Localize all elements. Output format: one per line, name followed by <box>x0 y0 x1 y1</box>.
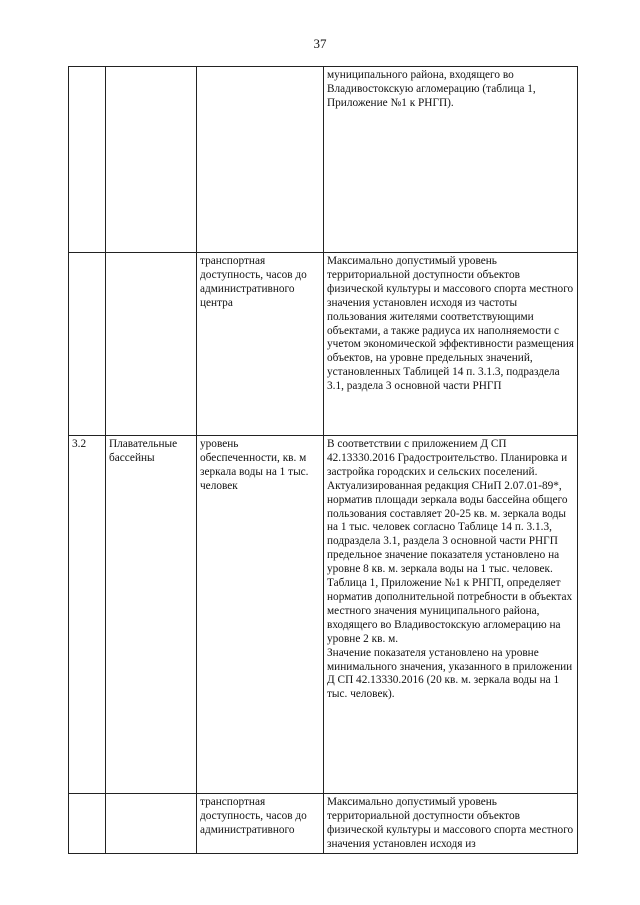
indicator-cell: транспортная доступность, часов до административного <box>197 794 324 854</box>
description-cell <box>324 794 578 854</box>
row-number-cell <box>69 67 106 253</box>
row-number-cell: 3.2 <box>69 436 106 794</box>
table-row <box>69 436 578 794</box>
row-number-cell <box>69 794 106 854</box>
facility-cell: Плавательные бассейны <box>106 436 197 794</box>
description-cell <box>324 436 578 794</box>
description-cell <box>324 253 578 436</box>
table-row <box>69 67 578 253</box>
row-number-cell <box>69 253 106 436</box>
description-paragraph: Значение показателя установлено на уровне минимального значения, указанного в приложении Д СП 42.13330.2016 (20 кв. м. зеркала воды на 1 тыс. человек). <box>327 646 573 701</box>
facility-cell <box>106 67 197 253</box>
standards-table <box>68 66 578 854</box>
page-number: 37 <box>313 36 327 51</box>
table-row <box>69 794 578 854</box>
facility-cell <box>106 794 197 854</box>
description-paragraph: Максимально допустимый уровень территориальной доступности объектов физической культуры и массового спорта местного значения установлен исходя из частоты пользования жителями соответствующими объектами, а также радиуса их наполняемости с учетом экономической эффективности размещения объектов, на уровне предельных значений, установленных Таблицей 14 п. 3.1.3, подраздела 3.1, раздела 3 основной части РНГП <box>327 255 574 393</box>
description-paragraph: В соответствии с приложением Д СП 42.13330.2016 Градостроительство. Планировка и застройка городских и сельских поселений. Актуализированная редакция СНиП 2.07.01-89*, норматив площади зеркала воды бассейна общего пользования составляет 20-25 кв. м. зеркала воды на 1 тыс. человек согласно Таблице 14 п. 3.1.3, подраздела 3.1, раздела 3 основной части РНГП предельное значение показателя установлено на уровне 8 кв. м. зеркала воды на 1 тыс. человек. Таблица 1, Приложение №1 к РНГП, определяет норматив дополнительной потребности в объектах местного значения муниципального района, входящего во Владивостокскую агломерацию на уровне 2 кв. м. <box>327 438 573 645</box>
description-paragraph: Максимально допустимый уровень территориальной доступности объектов физической культуры и массового спорта местного значения установлен исходя из <box>327 796 574 850</box>
description-paragraph: муниципального района, входящего во Владивостокскую агломерацию (таблица 1, Приложение №1 к РНГП). <box>327 69 536 109</box>
indicator-cell: уровень обеспеченности, кв. м зеркала воды на 1 тыс. человек <box>197 436 324 794</box>
description-cell <box>324 67 578 253</box>
table-row <box>69 253 578 436</box>
indicator-cell <box>197 67 324 253</box>
facility-cell <box>106 253 197 436</box>
indicator-cell: транспортная доступность, часов до административного центра <box>197 253 324 436</box>
